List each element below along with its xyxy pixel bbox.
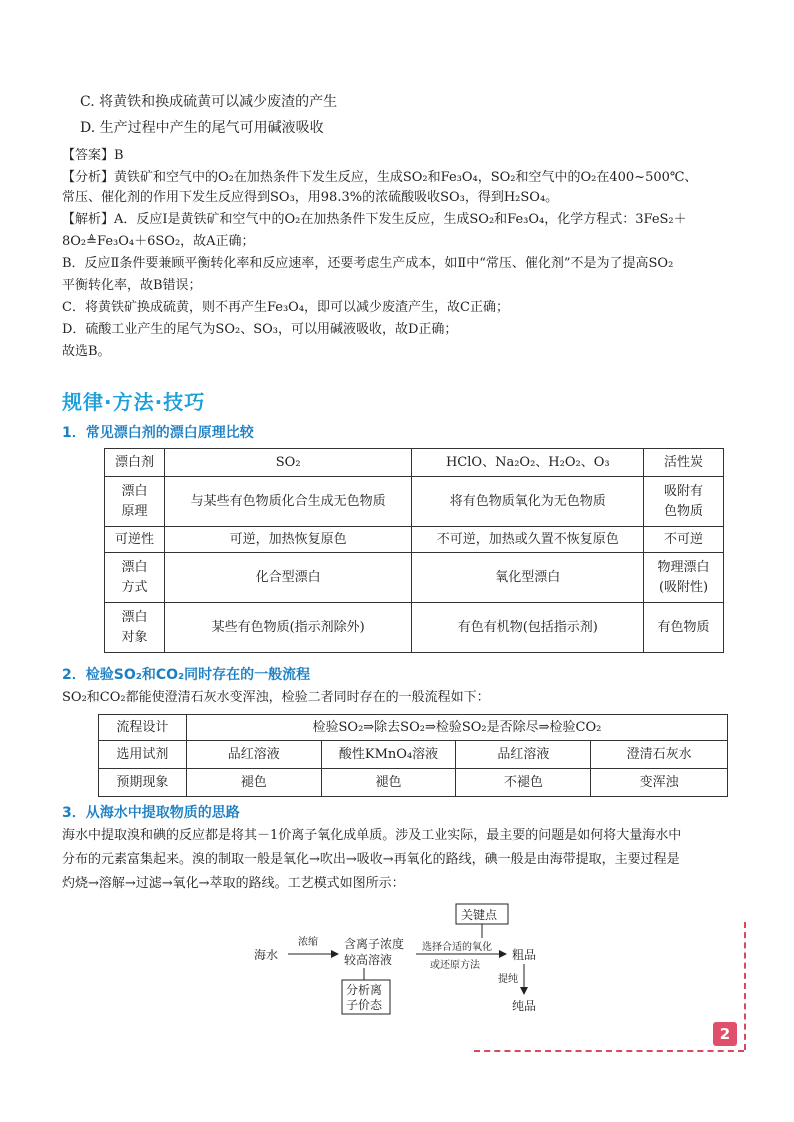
table-cell: 漂白 对象	[105, 603, 165, 653]
table-cell: 品红溶液	[456, 741, 591, 769]
table-row	[99, 741, 728, 769]
method-label: 选择合适的氧化	[422, 942, 492, 953]
table-cell: 可逆性	[105, 527, 165, 553]
table-cell: 化合型漂白	[164, 553, 412, 603]
explanation-line: 【解析】A．反应Ⅰ是黄铁矿和空气中的O₂在加热条件下发生反应，生成SO₂和Fe₃O₄，化学方程式：3FeS₂＋	[62, 212, 687, 227]
table-cell: 有色物质	[644, 603, 724, 653]
pure-label: 纯品	[512, 999, 537, 1013]
subsection-title-3: 3．从海水中提取物质的思路	[62, 805, 240, 821]
subsection-2-intro: SO₂和CO₂都能使澄清石灰水变浑浊，检验二者同时存在的一般流程如下：	[62, 690, 490, 705]
answer: 【答案】B	[62, 148, 124, 163]
table-cell: 褪色	[186, 769, 321, 797]
solution-label: 较高溶液	[344, 953, 393, 967]
explanation-line: 故选B。	[62, 344, 111, 359]
table-row	[105, 477, 724, 527]
table-cell: HClO、Na₂O₂、H₂O₂、O₃	[412, 449, 644, 477]
explanation-line: 平衡转化率，故B错误；	[62, 278, 202, 293]
purify-label: 提纯	[498, 974, 518, 985]
explanation-line: B．反应Ⅱ条件要兼顾平衡转化率和反应速率，还要考虑生产成本，如Ⅱ中“常压、催化剂”不是为了提高SO₂	[62, 256, 674, 271]
explanation-line: D．硫酸工业产生的尾气为SO₂、SO₃，可以用碱液吸收，故D正确；	[62, 322, 458, 337]
table-cell: 可逆，加热恢复原色	[164, 527, 412, 553]
table-cell: 不可逆，加热或久置不恢复原色	[412, 527, 644, 553]
table-cell: 活性炭	[644, 449, 724, 477]
table-cell: 不可逆	[644, 527, 724, 553]
table-cell: 有色有机物(包括指示剂)	[412, 603, 644, 653]
table-row	[105, 527, 724, 553]
method-label: 或还原方法	[430, 960, 480, 971]
subsection-title-2: 2．检验SO₂和CO₂同时存在的一般流程	[62, 667, 311, 683]
table-cell: 品红溶液	[186, 741, 321, 769]
explanation-line: 8O₂≜Fe₃O₄＋6SO₂，故A正确；	[62, 234, 255, 249]
table-cell: 变浑浊	[591, 769, 728, 797]
table-cell: 氧化型漂白	[412, 553, 644, 603]
subsection-3-paragraph: 灼烧→溶解→过滤→氧化→萃取的路线。工艺模式如图所示：	[62, 876, 405, 891]
decorative-dashed-border	[474, 1050, 744, 1052]
so2-co2-test-table	[98, 714, 728, 797]
table-cell: 检验SO₂⇒除去SO₂⇒检验SO₂是否除尽⇒检验CO₂	[186, 715, 727, 741]
option-c: C. 将黄铁和换成硫黄可以减少废渣的产生	[80, 94, 338, 110]
seawater-label: 海水	[254, 948, 279, 962]
table-row	[99, 715, 728, 741]
table-cell: 将有色物质氧化为无色物质	[412, 477, 644, 527]
table-cell: SO₂	[164, 449, 412, 477]
table-row	[105, 603, 724, 653]
table-cell: 漂白剂	[105, 449, 165, 477]
explanation-line: C．将黄铁矿换成硫黄，则不再产生Fe₃O₄，即可以减少废渣产生，故C正确；	[62, 300, 509, 315]
decorative-dashed-border	[744, 922, 746, 1050]
solution-label: 含离子浓度	[344, 937, 405, 951]
table-cell: 物理漂白 (吸附性)	[644, 553, 724, 603]
key-point-label: 关键点	[461, 908, 498, 922]
subsection-title-1: 1．常见漂白剂的漂白原理比较	[62, 425, 254, 441]
table-cell: 某些有色物质(指示剂除外)	[164, 603, 412, 653]
analyze-label: 子价态	[346, 998, 383, 1012]
analysis-line: 【分析】黄铁矿和空气中的O₂在加热条件下发生反应，生成SO₂和Fe₃O₄，SO₂和空气中的O₂在400~500℃、	[62, 170, 698, 185]
table-cell: 吸附有 色物质	[644, 477, 724, 527]
analysis-line: 常压、催化剂的作用下发生反应得到SO₃，用98.3%的浓硫酸吸收SO₃，得到H₂SO₄。	[62, 190, 559, 205]
table-cell: 漂白 原理	[105, 477, 165, 527]
table-cell: 与某些有色物质化合生成无色物质	[164, 477, 412, 527]
table-cell: 褪色	[321, 769, 456, 797]
section-title: 规律·方法·技巧	[62, 390, 206, 414]
table-cell: 澄清石灰水	[591, 741, 728, 769]
bleach-comparison-table	[104, 448, 724, 653]
table-row	[99, 769, 728, 797]
table-cell: 流程设计	[99, 715, 187, 741]
crude-label: 粗品	[512, 948, 537, 962]
table-row	[105, 553, 724, 603]
subsection-3-paragraph: 分布的元素富集起来。溴的制取一般是氧化→吹出→吸收→再氧化的路线，碘一般是由海带提取，主要过程是	[62, 852, 680, 867]
table-row	[105, 449, 724, 477]
page-number: 2	[713, 1022, 737, 1046]
table-cell: 不褪色	[456, 769, 591, 797]
extraction-flow-diagram	[240, 898, 570, 1018]
table-cell: 酸性KMnO₄溶液	[321, 741, 456, 769]
table-cell: 预期现象	[99, 769, 187, 797]
subsection-3-paragraph: 海水中提取溴和碘的反应都是将其－1价离子氧化成单质。涉及工业实际，最主要的问题是如何将大量海水中	[62, 828, 682, 843]
table-cell: 选用试剂	[99, 741, 187, 769]
option-d: D. 生产过程中产生的尾气可用碱液吸收	[80, 120, 324, 136]
table-cell: 漂白 方式	[105, 553, 165, 603]
concentrate-label: 浓缩	[298, 937, 318, 948]
analyze-label: 分析离	[346, 983, 383, 997]
